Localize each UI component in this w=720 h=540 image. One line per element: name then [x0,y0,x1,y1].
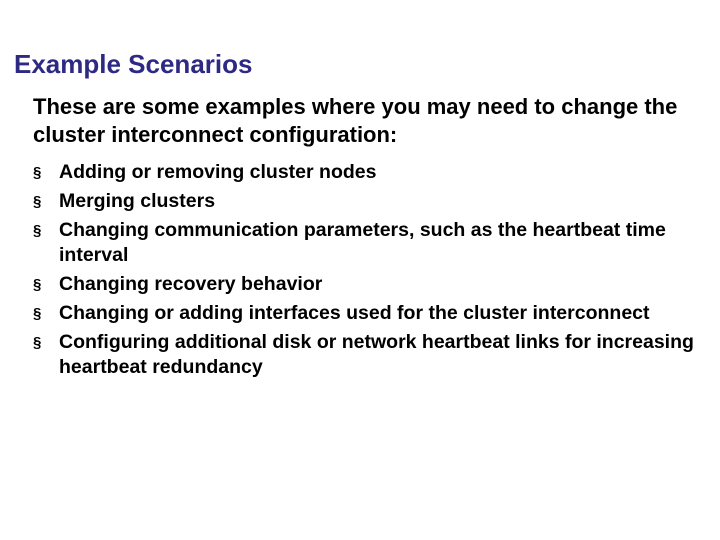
bullet-icon: § [33,276,42,293]
scenario-list [33,158,713,382]
bullet-icon: § [33,305,42,322]
list-item-text: Configuring additional disk or network heartbeat links for increasing heartbeat redundancy [59,331,694,378]
list-item-text: Changing recovery behavior [59,273,323,295]
list-item-text: Changing communication parameters, such as the heartbeat time interval [59,219,666,266]
list-item [33,299,713,328]
bullet-icon: § [33,222,42,239]
list-item-text: Changing or adding interfaces used for the cluster interconnect [59,302,650,324]
list-item [33,270,713,299]
list-item [33,187,713,216]
list-item [33,328,713,382]
list-item [33,158,713,187]
intro-text: These are some examples where you may need to change the cluster interconnect configuration: [33,94,678,147]
list-item-text: Adding or removing cluster nodes [59,161,377,183]
list-item [33,216,713,270]
bullet-icon: § [33,334,42,351]
bullet-icon: § [33,193,42,210]
list-item-text: Merging clusters [59,190,216,212]
bullet-icon: § [33,164,42,181]
slide-title: Example Scenarios [14,49,253,79]
